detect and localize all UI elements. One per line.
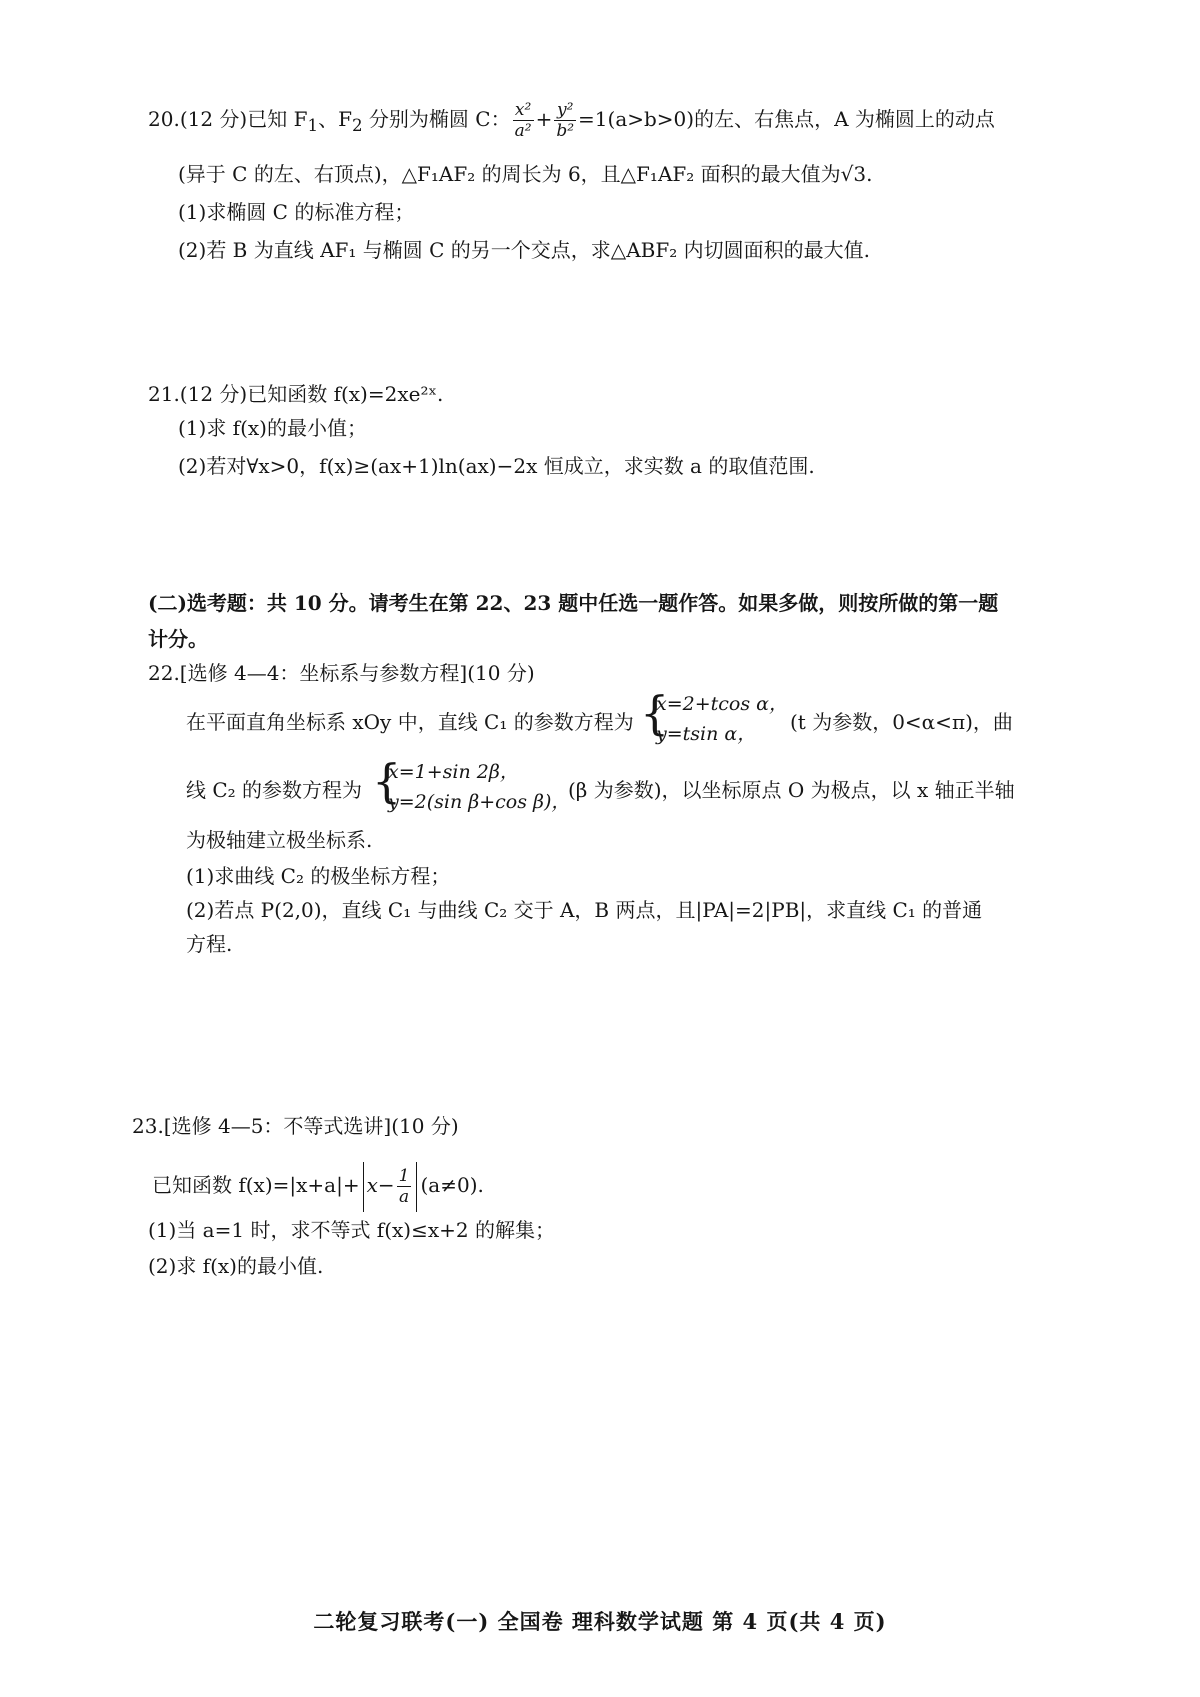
q23-title: 23.[选修 4—5：不等式选讲](10 分) [132, 1114, 459, 1138]
q22-part-1: (1)求曲线 C₂ 的极坐标方程； [186, 864, 451, 888]
q20-number: 20. [148, 107, 180, 131]
q23-fraction: $\frac{1}{a}$ [398, 1166, 410, 1207]
q20-part-1: (1)求椭圆 C 的标准方程； [178, 200, 415, 224]
q22-c1-equation-x: x=2+tcos α， [656, 693, 788, 715]
q23-stem-text-b: (a≠0). [420, 1173, 484, 1197]
q21-stem: 21.(12 分)已知函数 f(x)=2xe²ˣ. [148, 382, 444, 406]
abs-bar-right [416, 1162, 417, 1212]
q20-part-2: (2)若 B 为直线 AF₁ 与椭圆 C 的另一个交点，求△ABF₂ 内切圆面积的最大值. [178, 238, 870, 262]
q20-fraction-y: $\frac{\text{y²}}{\text{b²}}$ [556, 100, 575, 141]
q20-stem-text-c: =1(a>b>0)的左、右焦点，A 为椭圆上的动点 [578, 107, 995, 131]
q20-stem-line [148, 100, 995, 141]
q20-plus: + [535, 107, 553, 131]
q22-line-3: 为极轴建立极坐标系. [186, 828, 373, 852]
q20-fraction-x: $\frac{\text{x²}}{\text{a²}}$ [514, 100, 532, 141]
q20-stem-text-a: 已知 F [247, 107, 308, 131]
q22-part-2a: (2)若点 P(2,0)，直线 C₁ 与曲线 C₂ 交于 A，B 两点，且|PA|=2|PB|，求直线 C₁ 的普通 [186, 898, 983, 922]
q23-stem [152, 1156, 484, 1214]
q20-sub-1: 1 [307, 116, 319, 135]
abs-bar-left [363, 1162, 364, 1212]
q22-c2-equation-x: x=1+sin 2β， [388, 761, 519, 783]
optional-header-line-1: (二)选考题：共 10 分。请考生在第 22、23 题中任选一题作答。如果多做，则按所做的第一题 [148, 591, 999, 615]
q22-c1-system [640, 686, 790, 748]
q22-c1-prefix: 在平面直角坐标系 xOy 中，直线 C₁ 的参数方程为 [186, 710, 634, 734]
q20-stem-sep: 、F [318, 107, 352, 131]
q22-title: 22.[选修 4—4：坐标系与参数方程](10 分) [148, 661, 535, 685]
left-brace-icon: { [372, 754, 402, 808]
q23-stem-text-a: 已知函数 f(x)=|x+a|+ [152, 1173, 360, 1197]
q20-sub-2: 2 [351, 116, 363, 135]
q22-c2-equation-y: y=2(sin β+cos β)， [388, 791, 571, 813]
q21-part-2: (2)若对∀x>0，f(x)≥(ax+1)ln(ax)−2x 恒成立，求实数 a 的取值范围. [178, 454, 815, 478]
q21-part-1: (1)求 f(x)的最小值； [178, 416, 367, 440]
q20-stem-text-b: 分别为椭圆 C： [362, 107, 511, 131]
q20-score: (12 分) [179, 107, 248, 131]
q22-c2-prefix: 线 C₂ 的参数方程为 [186, 778, 363, 802]
q22-c1-suffix: (t 为参数，0<α<π)，曲 [790, 710, 1013, 734]
q23-stem-x: x− [366, 1173, 395, 1197]
q20-line-2: (异于 C 的左、右顶点)，△F₁AF₂ 的周长为 6，且△F₁AF₂ 面积的最大值为√3. [178, 162, 873, 186]
q23-part-2: (2)求 f(x)的最小值. [148, 1254, 324, 1278]
page-footer: 二轮复习联考(一) 全国卷 理科数学试题 第 4 页(共 4 页) [313, 1609, 887, 1634]
q23-part-1: (1)当 a=1 时，求不等式 f(x)≤x+2 的解集； [148, 1218, 555, 1242]
left-brace-icon: { [640, 686, 670, 740]
q22-c1-equation-y: y=tsin α， [656, 723, 757, 745]
q22-c2-system [372, 754, 572, 816]
q22-part-2b: 方程. [186, 932, 233, 956]
q22-c2-suffix: (β 为参数)，以坐标原点 O 为极点，以 x 轴正半轴 [568, 778, 1015, 802]
optional-header-line-2: 计分。 [148, 627, 208, 651]
